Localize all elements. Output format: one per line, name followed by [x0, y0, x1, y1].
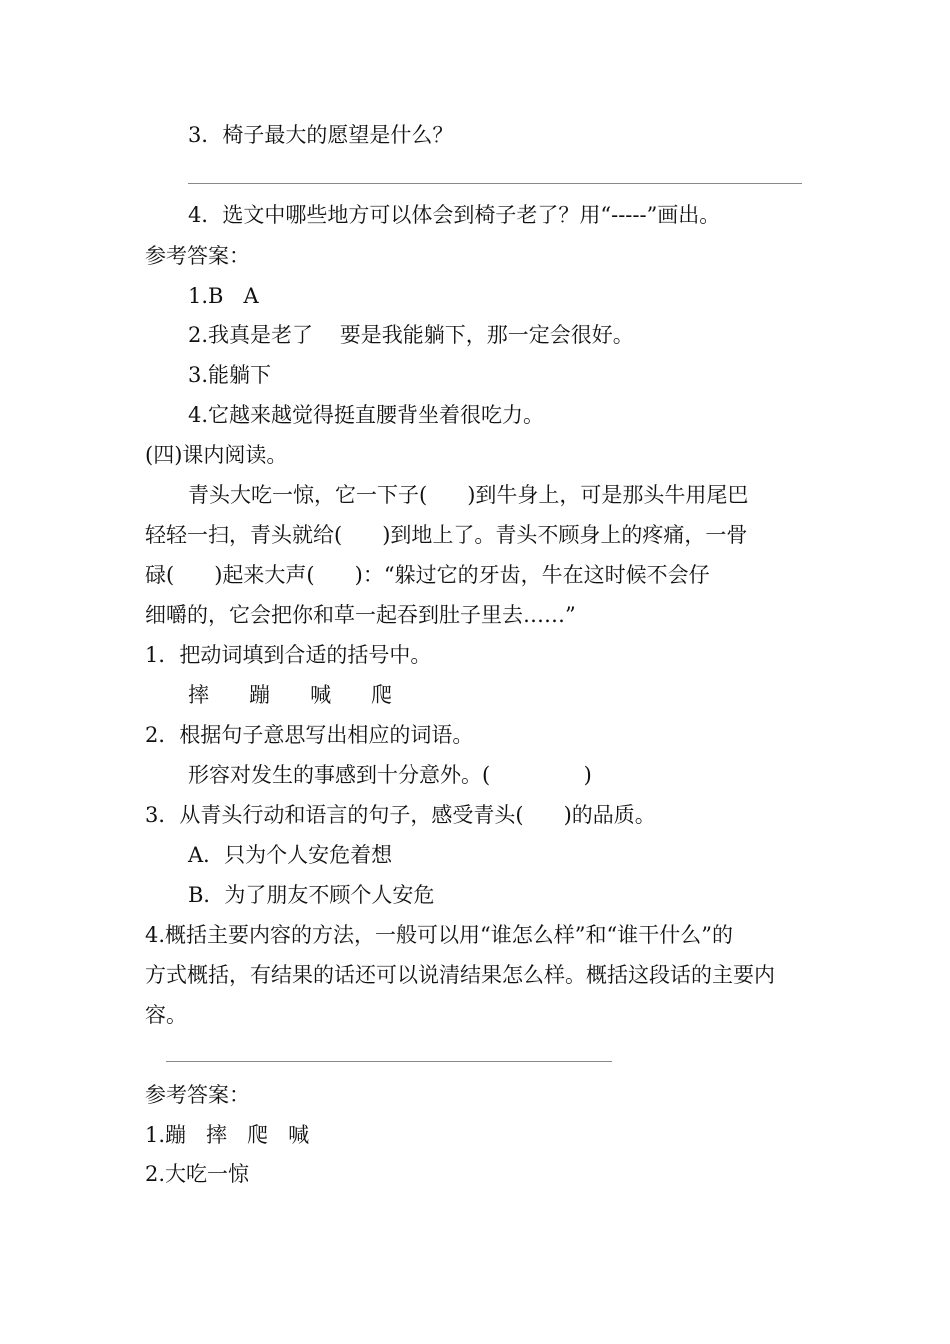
- answer-3: 3.能躺下: [188, 363, 272, 387]
- section-heading-4: (四)课内阅读。: [145, 443, 288, 467]
- passage-line-1: 青头大吃一惊，它一下子( )到牛身上，可是那头牛用尾巴: [188, 483, 749, 507]
- exercise-3: 3．从青头行动和语言的句子，感受青头( )的品质。: [145, 803, 656, 827]
- answer-2: 2.我真是老了 要是我能躺下，那一定会很好。: [188, 323, 634, 347]
- answer-heading-2: 参考答案：: [145, 1083, 250, 1107]
- exercise-1-options: 摔 蹦 喊 爬: [188, 683, 393, 707]
- exercise-3-option-b: B．为了朋友不顾个人安危: [188, 883, 435, 907]
- question-3-line: 3．椅子最大的愿望是什么？: [188, 123, 454, 147]
- answer-underline-1: [188, 183, 802, 184]
- passage-line-4: 细嚼的，它会把你和草一起吞到肚子里去……”: [145, 603, 576, 627]
- passage-line-2: 轻轻一扫，青头就给( )到地上了。青头不顾身上的疼痛，一骨: [145, 523, 748, 547]
- answer-4: 4.它越来越觉得挺直腰背坐着很吃力。: [188, 403, 545, 427]
- answer-1: 1.B A: [188, 284, 259, 308]
- question-4-line: 4．选文中哪些地方可以体会到椅子老了？用“-----”画出。: [188, 203, 721, 227]
- answer-2-2: 2.大吃一惊: [145, 1162, 250, 1186]
- answer-heading-1: 参考答案：: [145, 244, 250, 268]
- exercise-2-prompt: 形容对发生的事感到十分意外。( ): [188, 763, 592, 787]
- exercise-2: 2．根据句子意思写出相应的词语。: [145, 723, 474, 747]
- answer-underline-2: [166, 1061, 612, 1062]
- exercise-1: 1．把动词填到合适的括号中。: [145, 643, 432, 667]
- answer-2-1: 1.蹦 摔 爬 喊: [145, 1123, 310, 1147]
- exercise-3-option-a: A．只为个人安危着想: [188, 843, 393, 867]
- exercise-4-line-1: 4.概括主要内容的方法，一般可以用“谁怎么样”和“谁干什么”的: [145, 923, 733, 947]
- passage-line-3: 碌( )起来大声( )：“躲过它的牙齿，牛在这时候不会仔: [145, 563, 710, 587]
- exercise-4-line-2: 方式概括，有结果的话还可以说清结果怎么样。概括这段话的主要内: [145, 963, 775, 987]
- exercise-4-line-3: 容。: [145, 1003, 187, 1027]
